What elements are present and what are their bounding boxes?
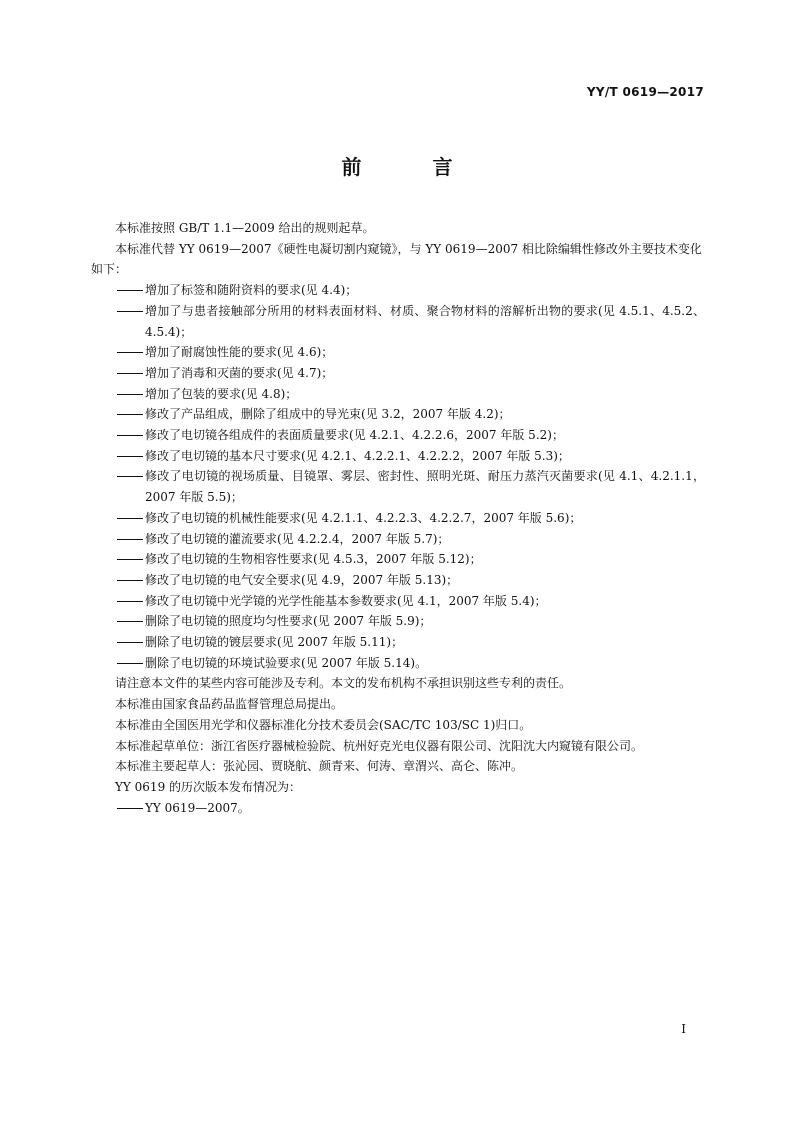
changes-list: [91, 280, 705, 673]
list-item: [91, 570, 705, 591]
standard-code: YY/T 0619—2017: [586, 85, 704, 99]
note-paragraph: 本标准由全国医用光学和仪器标准化分技术委员会(SAC/TC 103/SC 1)归口。: [115, 717, 532, 732]
list-item: [91, 363, 705, 384]
page-title: 前 言: [341, 155, 485, 179]
list-item-text: 修改了电切镜各组成件的表面质量要求(见 4.2.1、4.2.2.6，2007 年版 5.2)；: [145, 428, 564, 443]
note-paragraph: 本标准主要起草人：张沁园、贾晓航、颜青来、何涛、章渭兴、高仑、陈冲。: [115, 759, 524, 774]
list-item-text: 修改了产品组成，删除了组成中的导光束(见 3.2，2007 年版 4.2)；: [145, 407, 511, 422]
history-list: [91, 798, 705, 819]
list-item: [91, 549, 705, 570]
note-paragraph: YY 0619 的历次版本发布情况为：: [115, 779, 302, 794]
document-body: [91, 218, 705, 818]
note-paragraph: 本标准起草单位：浙江省医疗器械检验院、杭州好克光电仪器有限公司、沈阳沈大内窥镜有限公司。: [115, 738, 644, 753]
list-item-text: 增加了消毒和灭菌的要求(见 4.7)；: [145, 365, 334, 380]
list-item: [91, 446, 705, 467]
list-item-text: 增加了标签和随附资料的要求(见 4.4)；: [145, 283, 358, 298]
intro-paragraph: 本标准按照 GB/T 1.1—2009 给出的规则起草。: [115, 221, 375, 235]
list-item-text: 增加了包装的要求(见 4.8)；: [145, 386, 298, 401]
list-item-text: 修改了电切镜的视场质量、目镜罩、雾层、密封性、照明光斑、耐压力蒸汽灭菌要求(见 4.1、4.2.1.1，2007 年版 5.5)；: [145, 469, 705, 505]
list-item-text: 增加了耐腐蚀性能的要求(见 4.6)；: [145, 345, 334, 360]
list-item-text: 修改了电切镜的电气安全要求(见 4.9，2007 年版 5.13)；: [145, 572, 459, 587]
list-item-text: 删除了电切镜的镀层要求(见 2007 年版 5.11)；: [145, 635, 404, 650]
list-item-text: 删除了电切镜的环境试验要求(见 2007 年版 5.14)。: [145, 655, 428, 670]
list-item: [91, 466, 705, 507]
list-item: [91, 508, 705, 529]
list-item-text: YY 0619—2007。: [145, 800, 250, 815]
list-item: [91, 342, 705, 363]
list-item: [91, 384, 705, 405]
list-item: [91, 280, 705, 301]
list-item-text: 修改了电切镜的机械性能要求(见 4.2.1.1、4.2.2.3、4.2.2.7，2007 年版 5.6)；: [145, 510, 582, 525]
note-paragraph: 本标准由国家食品药品监督管理总局提出。: [115, 697, 344, 712]
list-item: [91, 591, 705, 612]
list-item-text: 修改了电切镜的灌流要求(见 4.2.2.4，2007 年版 5.7)；: [145, 531, 450, 546]
list-item-text: 删除了电切镜的照度均匀性要求(见 2007 年版 5.9)；: [145, 614, 432, 629]
list-item: [91, 632, 705, 653]
list-item: [91, 425, 705, 446]
list-item-text: 修改了电切镜中光学镜的光学性能基本参数要求(见 4.1，2007 年版 5.4)；: [145, 593, 547, 608]
note-paragraph: 请注意本文件的某些内容可能涉及专利。本文的发布机构不承担识别这些专利的责任。: [115, 676, 572, 691]
list-item: [91, 529, 705, 550]
list-item: [91, 611, 705, 632]
list-item: [91, 798, 705, 819]
list-item: [91, 301, 705, 342]
page-number: I: [681, 1022, 686, 1036]
list-item-text: 增加了与患者接触部分所用的材料表面材料、材质、聚合物材料的溶解析出物的要求(见 4.5.1、4.5.2、4.5.4)；: [145, 303, 705, 339]
list-item-text: 修改了电切镜的基本尺寸要求(见 4.2.1、4.2.2.1、4.2.2.2，2007 年版 5.3)；: [145, 448, 570, 463]
list-item: [91, 404, 705, 425]
intro-paragraph: 本标准代替 YY 0619—2007《硬性电凝切割内窥镜》，与 YY 0619—2007 相比除编辑性修改外主要技术变化如下：: [91, 241, 702, 277]
list-item: [91, 653, 705, 674]
list-item-text: 修改了电切镜的生物相容性要求(见 4.5.3，2007 年版 5.12)；: [145, 552, 482, 567]
